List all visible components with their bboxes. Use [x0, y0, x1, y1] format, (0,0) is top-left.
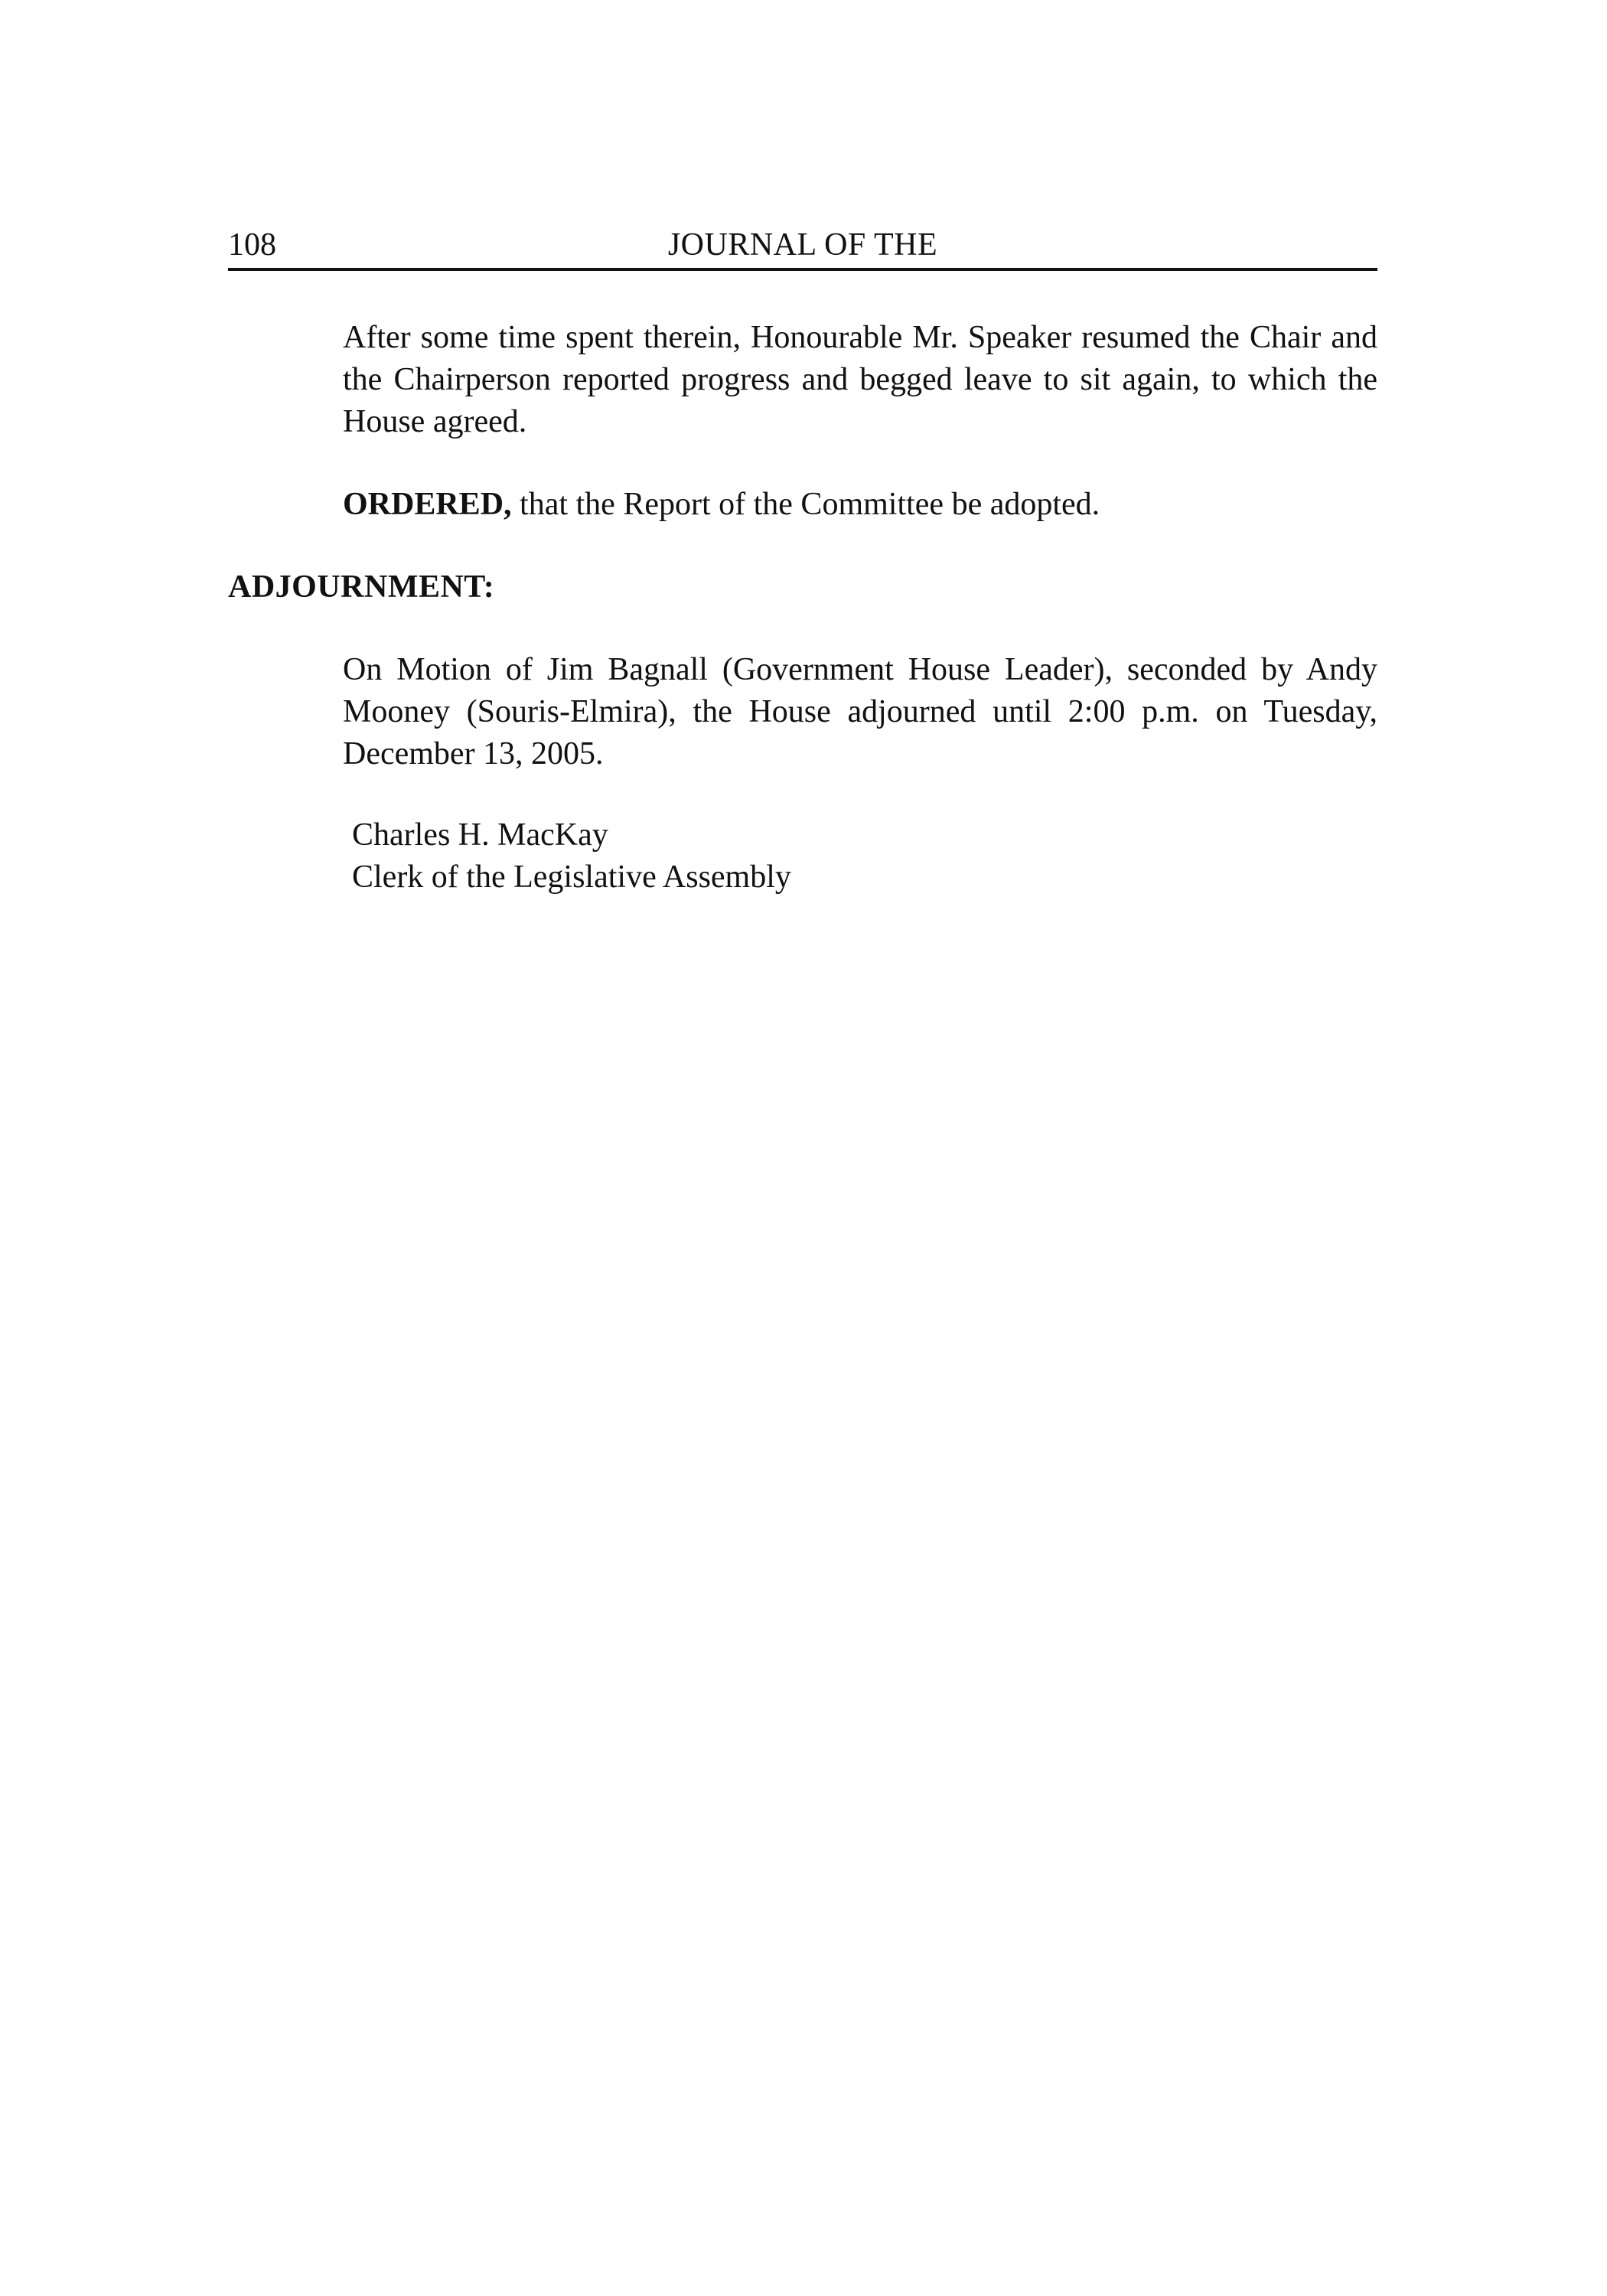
- page-header: [228, 223, 1377, 271]
- ordered-lead: ORDERED,: [343, 487, 512, 522]
- signatory-name: Charles H. MacKay: [352, 817, 608, 853]
- paragraph-ordered: [343, 484, 1377, 526]
- paragraph-adjournment-motion: On Motion of Jim Bagnall (Government House Leader), seconded by Andy Mooney (Souris-Elmira), the House adjourned until 2:00 p.m. on Tuesday, December 13, 2005.: [343, 652, 1377, 771]
- signature-block: [352, 814, 791, 899]
- section-heading-adjournment: ADJOURNMENT:: [228, 569, 495, 605]
- running-head: JOURNAL OF THE: [667, 227, 938, 263]
- page-number: 108: [228, 227, 276, 263]
- signatory-title: Clerk of the Legislative Assembly: [352, 859, 791, 895]
- paragraph-committee-progress: After some time spent therein, Honourable Mr. Speaker resumed the Chair and the Chairperson reported progress and begged leave to sit again, to which the House agreed.: [343, 320, 1377, 439]
- ordered-text: that the Report of the Committee be adopted.: [511, 487, 1100, 522]
